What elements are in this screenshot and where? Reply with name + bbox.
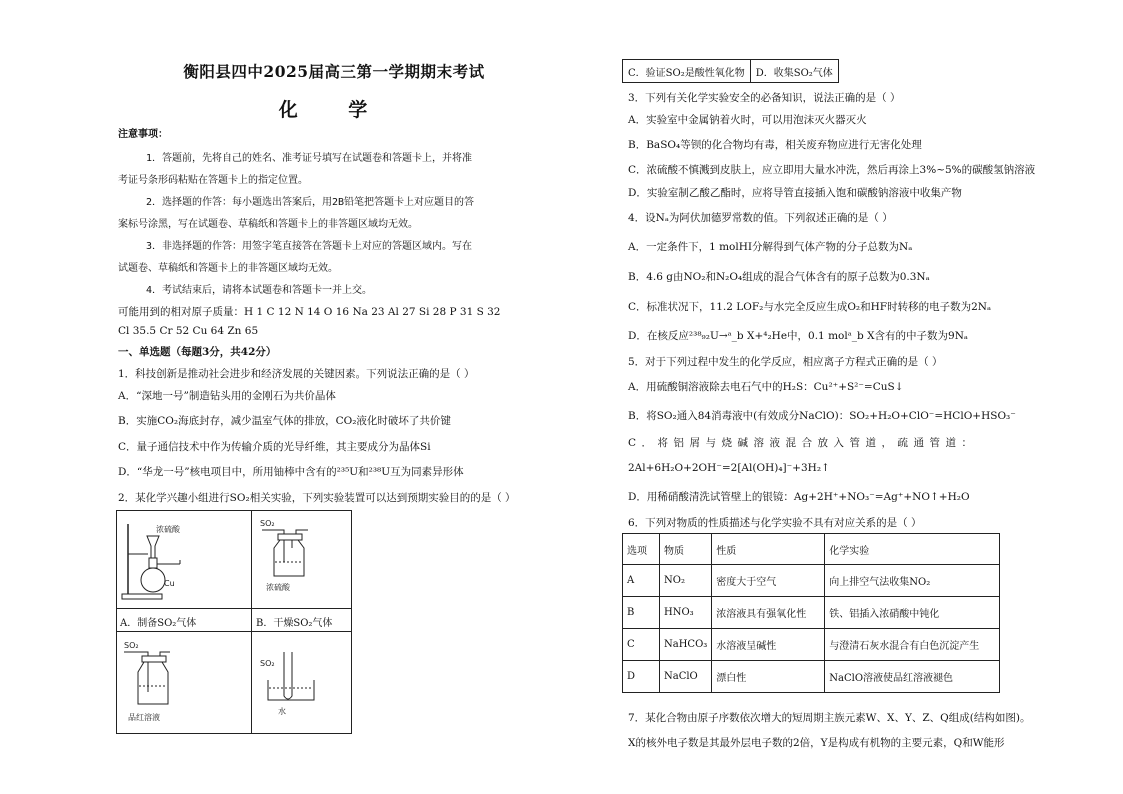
q2-options-table [622,59,839,83]
option-a: A．“深地一号”制造钻头用的金刚石为共价晶体 [118,390,336,402]
apparatus-c-drawing [120,636,220,730]
table-header: 选项 [623,534,660,565]
option-c: C．标准状况下，11.2 LOF₂与水完全反应生成O₂和HF时转移的电子数为2Nₐ [628,301,992,313]
option-c: C．浓硫酸不慎溅到皮肤上，应立即用大量水冲洗，然后再涂上3%~5%的碳酸氢钠溶液 [628,164,1036,176]
option-c: C．验证SO₂是酸性氧化物 [623,60,751,83]
option-d: D．收集SO₂气体 [750,60,838,83]
table-cell: A [623,565,660,597]
table-cell: C [623,629,660,661]
table-row [623,597,1000,629]
apparatus-b-drawing [256,514,346,604]
table-row [623,629,1000,661]
note-line: 案标号涂黑，写在试题卷、草稿纸和答题卡上的非答题区域均无效。 [118,219,418,230]
note-line: 4．考试结束后，请将本试题卷和答题卡一并上交。 [146,285,373,296]
option-b: B．将SO₂通入84消毒液中(有效成分NaClO)：SO₂+H₂O+ClO⁻=HClO+HSO₃⁻ [628,410,1016,422]
table-cell: HNO₃ [660,597,712,629]
option-a: A．制备SO₂气体 [120,618,197,629]
label-water: 水 [278,707,286,716]
option-b: B．4.6 g由NO₂和N₂O₄组成的混合气体含有的原子总数为0.3Nₐ [628,271,930,283]
question-stem: 4．设Nₐ为阿伏加德罗常数的值。下列叙述正确的是（ ） [628,212,893,224]
question-stem: 1．科技创新是推动社会进步和经济发展的关键因素。下列说法正确的是（ ） [118,368,475,380]
option-a: A．实验室中金属钠着火时，可以用泡沫灭火器灭火 [628,114,867,126]
section-heading: 一、单选题（每题3分，共42分） [118,346,277,358]
option-b: B．BaSO₄等钡的化合物均有毒，相关废弃物应进行无害化处理 [628,139,922,151]
table-cell: NaClO溶液使品红溶液褪色 [825,661,1000,693]
table-cell: 密度大于空气 [712,565,825,597]
label-conc-acid: 浓硫酸 [156,525,180,534]
option-b: B．实施CO₂海底封存，减少温室气体的排放，CO₂液化时破坏了共价键 [118,415,451,427]
notes-heading: 注意事项： [118,129,168,140]
note-line: 考证号条形码粘贴在答题卡上的指定位置。 [118,175,308,186]
label-so2: SO₂ [260,659,275,668]
question-stem-cont: X的核外电子数是其最外层电子数的2倍，Y是构成有机物的主要元素，Q和W能形 [628,737,1005,749]
question-stem: 2．某化学兴趣小组进行SO₂相关实验，下列实验装置可以达到预期实验目的的是（ ） [118,492,516,504]
option-a: A．用硫酸铜溶液除去电石气中的H₂S：Cu²⁺+S²⁻=CuS↓ [628,381,904,393]
note-line: 1．答题前，先将自己的姓名、准考证号填写在试题卷和答题卡上，并将准 [146,153,473,164]
option-c-equation: 2Al+6H₂O+2OH⁻=2[Al(OH)₄]⁻+3H₂↑ [628,462,830,474]
exam-title: 衡阳县四中2025届高三第一学期期末考试 [183,62,485,81]
question-stem: 3．下列有关化学实验安全的必备知识，说法正确的是（ ） [628,92,901,104]
table-cell: 浓溶液具有强氧化性 [712,597,825,629]
note-line: 试题卷、草稿纸和答题卡上的非答题区域均无效。 [118,263,338,274]
option-b: B．干燥SO₂气体 [256,618,333,629]
table-header: 性质 [712,534,825,565]
table-cell: 向上排空气法收集NO₂ [825,565,1000,597]
table-row [623,661,1000,693]
table-cell: 水溶液呈碱性 [712,629,825,661]
table-cell: NaClO [660,661,712,693]
note-line: 2．选择题的作答：每小题选出答案后，用2B铅笔把答题卡上对应题目的答 [146,197,475,208]
atomic-masses: 可能用到的相对原子质量：H 1 C 12 N 14 O 16 Na 23 Al 27 Si 28 P 31 S 32 [118,306,501,318]
table-header-row [623,534,1000,565]
subject-title: 化 学 [278,99,390,121]
option-d: D．在核反应²³⁸₉₂U→ᵃ_b X+⁴₂He中，0.1 molᵃ_b X含有的中子数为9Nₐ [628,330,968,342]
question-stem: 5．对于下列过程中发生的化学反应，相应离子方程式正确的是（ ） [628,356,943,368]
table-cell: 与澄清石灰水混合有白色沉淀产生 [825,629,1000,661]
table-header: 化学实验 [825,534,1000,565]
table-cell: NO₂ [660,565,712,597]
label-pinkred: 品红溶液 [128,713,160,722]
option-d: D．“华龙一号”核电项目中，所用铀棒中含有的²³⁵U和²³⁸U互为同素异形体 [118,466,464,478]
table-header: 物质 [660,534,712,565]
option-c: C．将铝屑与烧碱溶液混合放入管道，疏通管道： [628,437,978,449]
label-so2: SO₂ [124,641,139,650]
label-conc-sulfuric: 浓硫酸 [266,583,290,592]
label-cu: Cu [164,579,175,588]
q6-table [622,533,1000,693]
table-cell: B [623,597,660,629]
atomic-masses: Cl 35.5 Cr 52 Cu 64 Zn 65 [118,325,259,337]
table-cell: 漂白性 [712,661,825,693]
option-d: D．用稀硝酸清洗试管壁上的银镜：Ag+2H⁺+NO₃⁻=Ag⁺+NO↑+H₂O [628,491,970,503]
apparatus-d-drawing [256,636,346,726]
option-c: C．量子通信技术中作为传输介质的光导纤维，其主要成分为晶体Si [118,441,431,453]
table-cell: NaHCO₃ [660,629,712,661]
table-cell: D [623,661,660,693]
label-so2: SO₂ [260,519,275,528]
table-row [623,565,1000,597]
apparatus-a-drawing [120,514,248,606]
option-a: A．一定条件下，1 molHI分解得到气体产物的分子总数为Nₐ [628,241,913,253]
question-stem: 7．某化合物由原子序数依次增大的短周期主族元素W、X、Y、Z、Q组成(结构如图)。 [628,712,1031,724]
option-d: D．实验室制乙酸乙酯时，应将导管直接插入饱和碳酸钠溶液中收集产物 [628,187,962,199]
table-cell: 铁、铝插入浓硝酸中钝化 [825,597,1000,629]
note-line: 3．非选择题的作答：用签字笔直接答在答题卡上对应的答题区域内。写在 [146,241,473,252]
question-stem: 6．下列对物质的性质描述与化学实验不具有对应关系的是（ ） [628,517,922,529]
